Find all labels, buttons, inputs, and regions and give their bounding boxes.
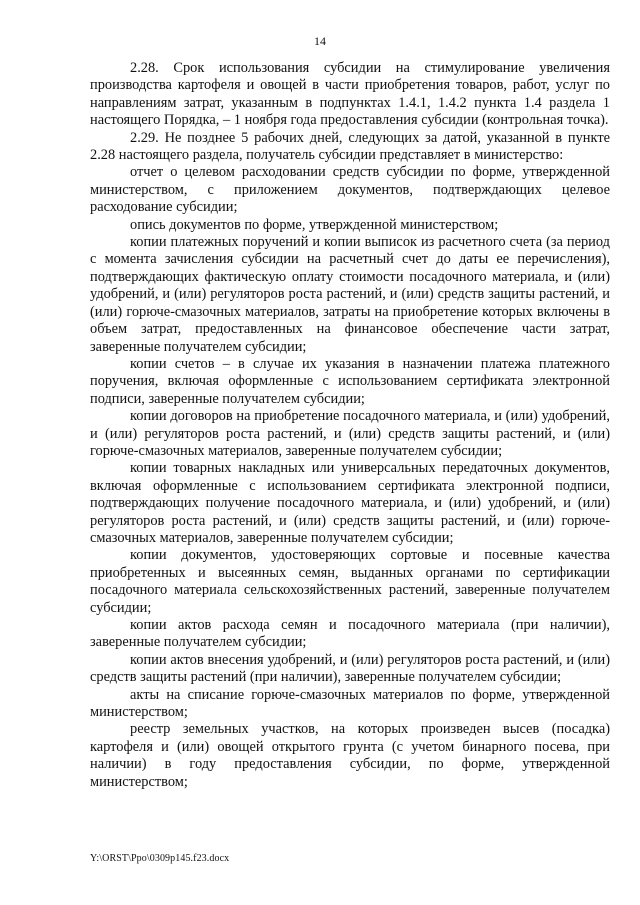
list-item: копии платежных поручений и копии выписок из расчетного счета (за период с момента зачисления субсидии на расчетный счет до даты ее перечисления), подтверждающих фактическую оплату стоимости посадочного материала, и (или) удобрений, и (или) регуляторов роста растений, и (или) средств защиты растений, и (или) горюче-смазочных материалов, затраты на приобретение которых включены в объем затрат, предоставленных на финансовое обеспечение части затрат, заверенные получателем субсидии; — [90, 234, 610, 355]
paragraph-2-29: 2.29. Не позднее 5 рабочих дней, следующих за датой, указанной в пункте 2.28 настоящего раздела, получатель субсидии представляет в министерство: — [90, 129, 610, 164]
list-item: акты на списание горюче-смазочных материалов по форме, утвержденной министерством; — [90, 686, 610, 721]
list-item: реестр земельных участков, на которых произведен высев (посадка) картофеля и (или) овощей открытого грунта (с учетом бинарного посева, при наличии) в году предоставления субсидии, по форме, утвержденной министерством; — [90, 721, 610, 790]
list-item: копии договоров на приобретение посадочного материала, и (или) удобрений, и (или) регуляторов роста растений, и (или) средств защиты растений, и (или) горюче-смазочных материалов, заверенные получателем субсидии; — [90, 408, 610, 459]
list-item: опись документов по форме, утвержденной министерством; — [130, 216, 499, 233]
footer-file-path: Y:\ORST\Ppo\0309p145.f23.docx — [90, 853, 230, 864]
page-number: 14 — [314, 34, 326, 48]
list-item: копии актов внесения удобрений, и (или) регуляторов роста растений, и (или) средств защиты растений (при наличии), заверенные получателем субсидии; — [90, 651, 610, 686]
list-item: копии счетов – в случае их указания в назначении платежа платежного поручения, включая оформленные с использованием сертификата электронной подписи, заверенные получателем субсидии; — [90, 355, 610, 407]
list-item: копии документов, удостоверяющих сортовые и посевные качества приобретенных и высеянных семян, выданных органами по сертификации посадочного материала сельскохозяйственных растений, заверенные получателем субсидии; — [90, 547, 610, 616]
list-item: копии актов расхода семян и посадочного материала (при наличии), заверенные получателем субсидии; — [90, 617, 610, 651]
list-item: отчет о целевом расходовании средств субсидии по форме, утвержденной министерством, с приложением документов, подтверждающих целевое расходование субсидии; — [90, 164, 610, 216]
paragraph-2-28: 2.28. Срок использования субсидии на стимулирование увеличения производства картофеля и овощей в части приобретения товаров, работ, услуг по направлениям затрат, указанным в подпунктах 1.4.1, 1.4.2 пункта 1.4 раздела 1 настоящего Порядка, – 1 ноября года предоставления субсидии (контрольная точка). — [90, 60, 610, 129]
list-item: копии товарных накладных или универсальных передаточных документов, включая оформленные с использованием сертификата электронной подписи, подтверждающих получение посадочного материала, и (или) удобрений, и (или) регуляторов роста растений, и (или) средств защиты растений, и (или) горюче-смазочных материалов, заверенные получателем субсидии; — [90, 460, 610, 546]
document-body — [90, 60, 610, 791]
